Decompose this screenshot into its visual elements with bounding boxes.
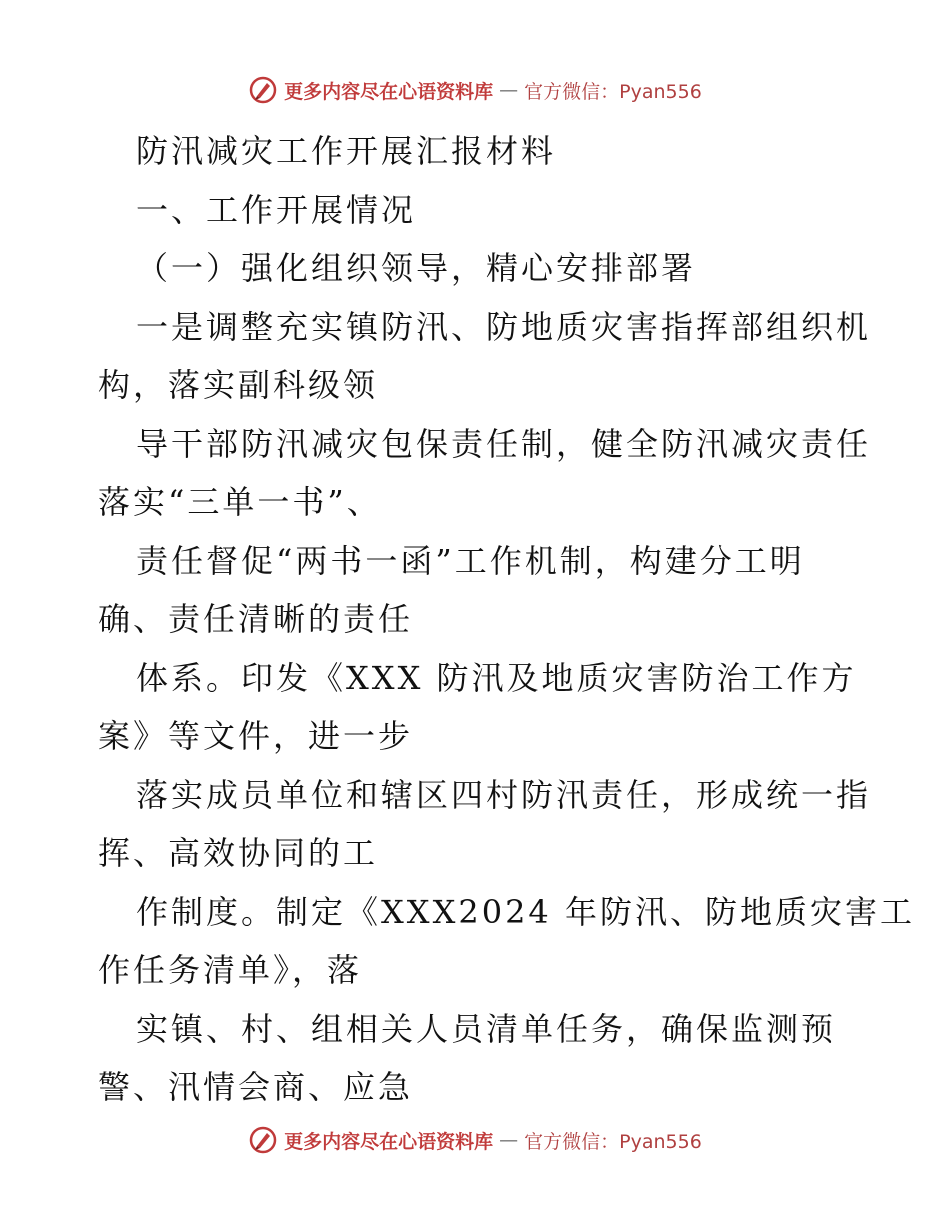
- watermark-brand-text: 更多内容尽在心语资料库: [284, 1130, 494, 1153]
- body-line: 案》等文件，进一步: [98, 717, 414, 755]
- body-line: 责任督促“两书一函”工作机制，构建分工明: [136, 541, 805, 580]
- watermark-header: [0, 70, 950, 110]
- body-line: 落实成员单位和辖区四村防汛责任，形成统一指: [136, 775, 872, 814]
- body-line: 挥、高效协同的工: [98, 834, 379, 872]
- watermark-brand-text: 更多内容尽在心语资料库: [284, 80, 494, 103]
- body-line: 一是调整充实镇防汛、防地质灾害指挥部组织机: [136, 307, 872, 346]
- watermark-separator: —: [499, 79, 519, 101]
- body-line: 导干部防汛减灾包保责任制，健全防汛减灾责任: [136, 424, 872, 463]
- watermark-wechat: 官方微信：Pyan556: [524, 80, 702, 103]
- subsection-heading: （一）强化组织领导，精心安排部署: [136, 249, 697, 287]
- watermark-separator: —: [499, 1129, 519, 1151]
- body-line: 作制度。制定《XXX2024 年防汛、防地质灾害工: [136, 892, 915, 931]
- body-line: 确、责任清晰的责任: [98, 600, 414, 638]
- watermark-wechat: 官方微信：Pyan556: [524, 1130, 702, 1153]
- body-line: 构，落实副科级领: [98, 366, 379, 404]
- pen-logo-icon: [248, 75, 278, 105]
- document-body: [98, 122, 915, 1117]
- pen-logo-icon: [248, 1125, 278, 1155]
- body-line: 作任务清单》，落: [98, 951, 363, 989]
- body-line: 警、汛情会商、应急: [98, 1068, 414, 1106]
- document-title: 防汛减灾工作开展汇报材料: [136, 132, 557, 170]
- body-line: 实镇、村、组相关人员清单任务，确保监测预: [136, 1009, 837, 1048]
- section-heading: 一、工作开展情况: [136, 190, 417, 229]
- watermark-footer: [0, 1120, 950, 1160]
- body-line: 体系。印发《XXX 防汛及地质灾害防治工作方: [136, 658, 857, 697]
- body-line: 落实“三单一书”、: [98, 483, 382, 521]
